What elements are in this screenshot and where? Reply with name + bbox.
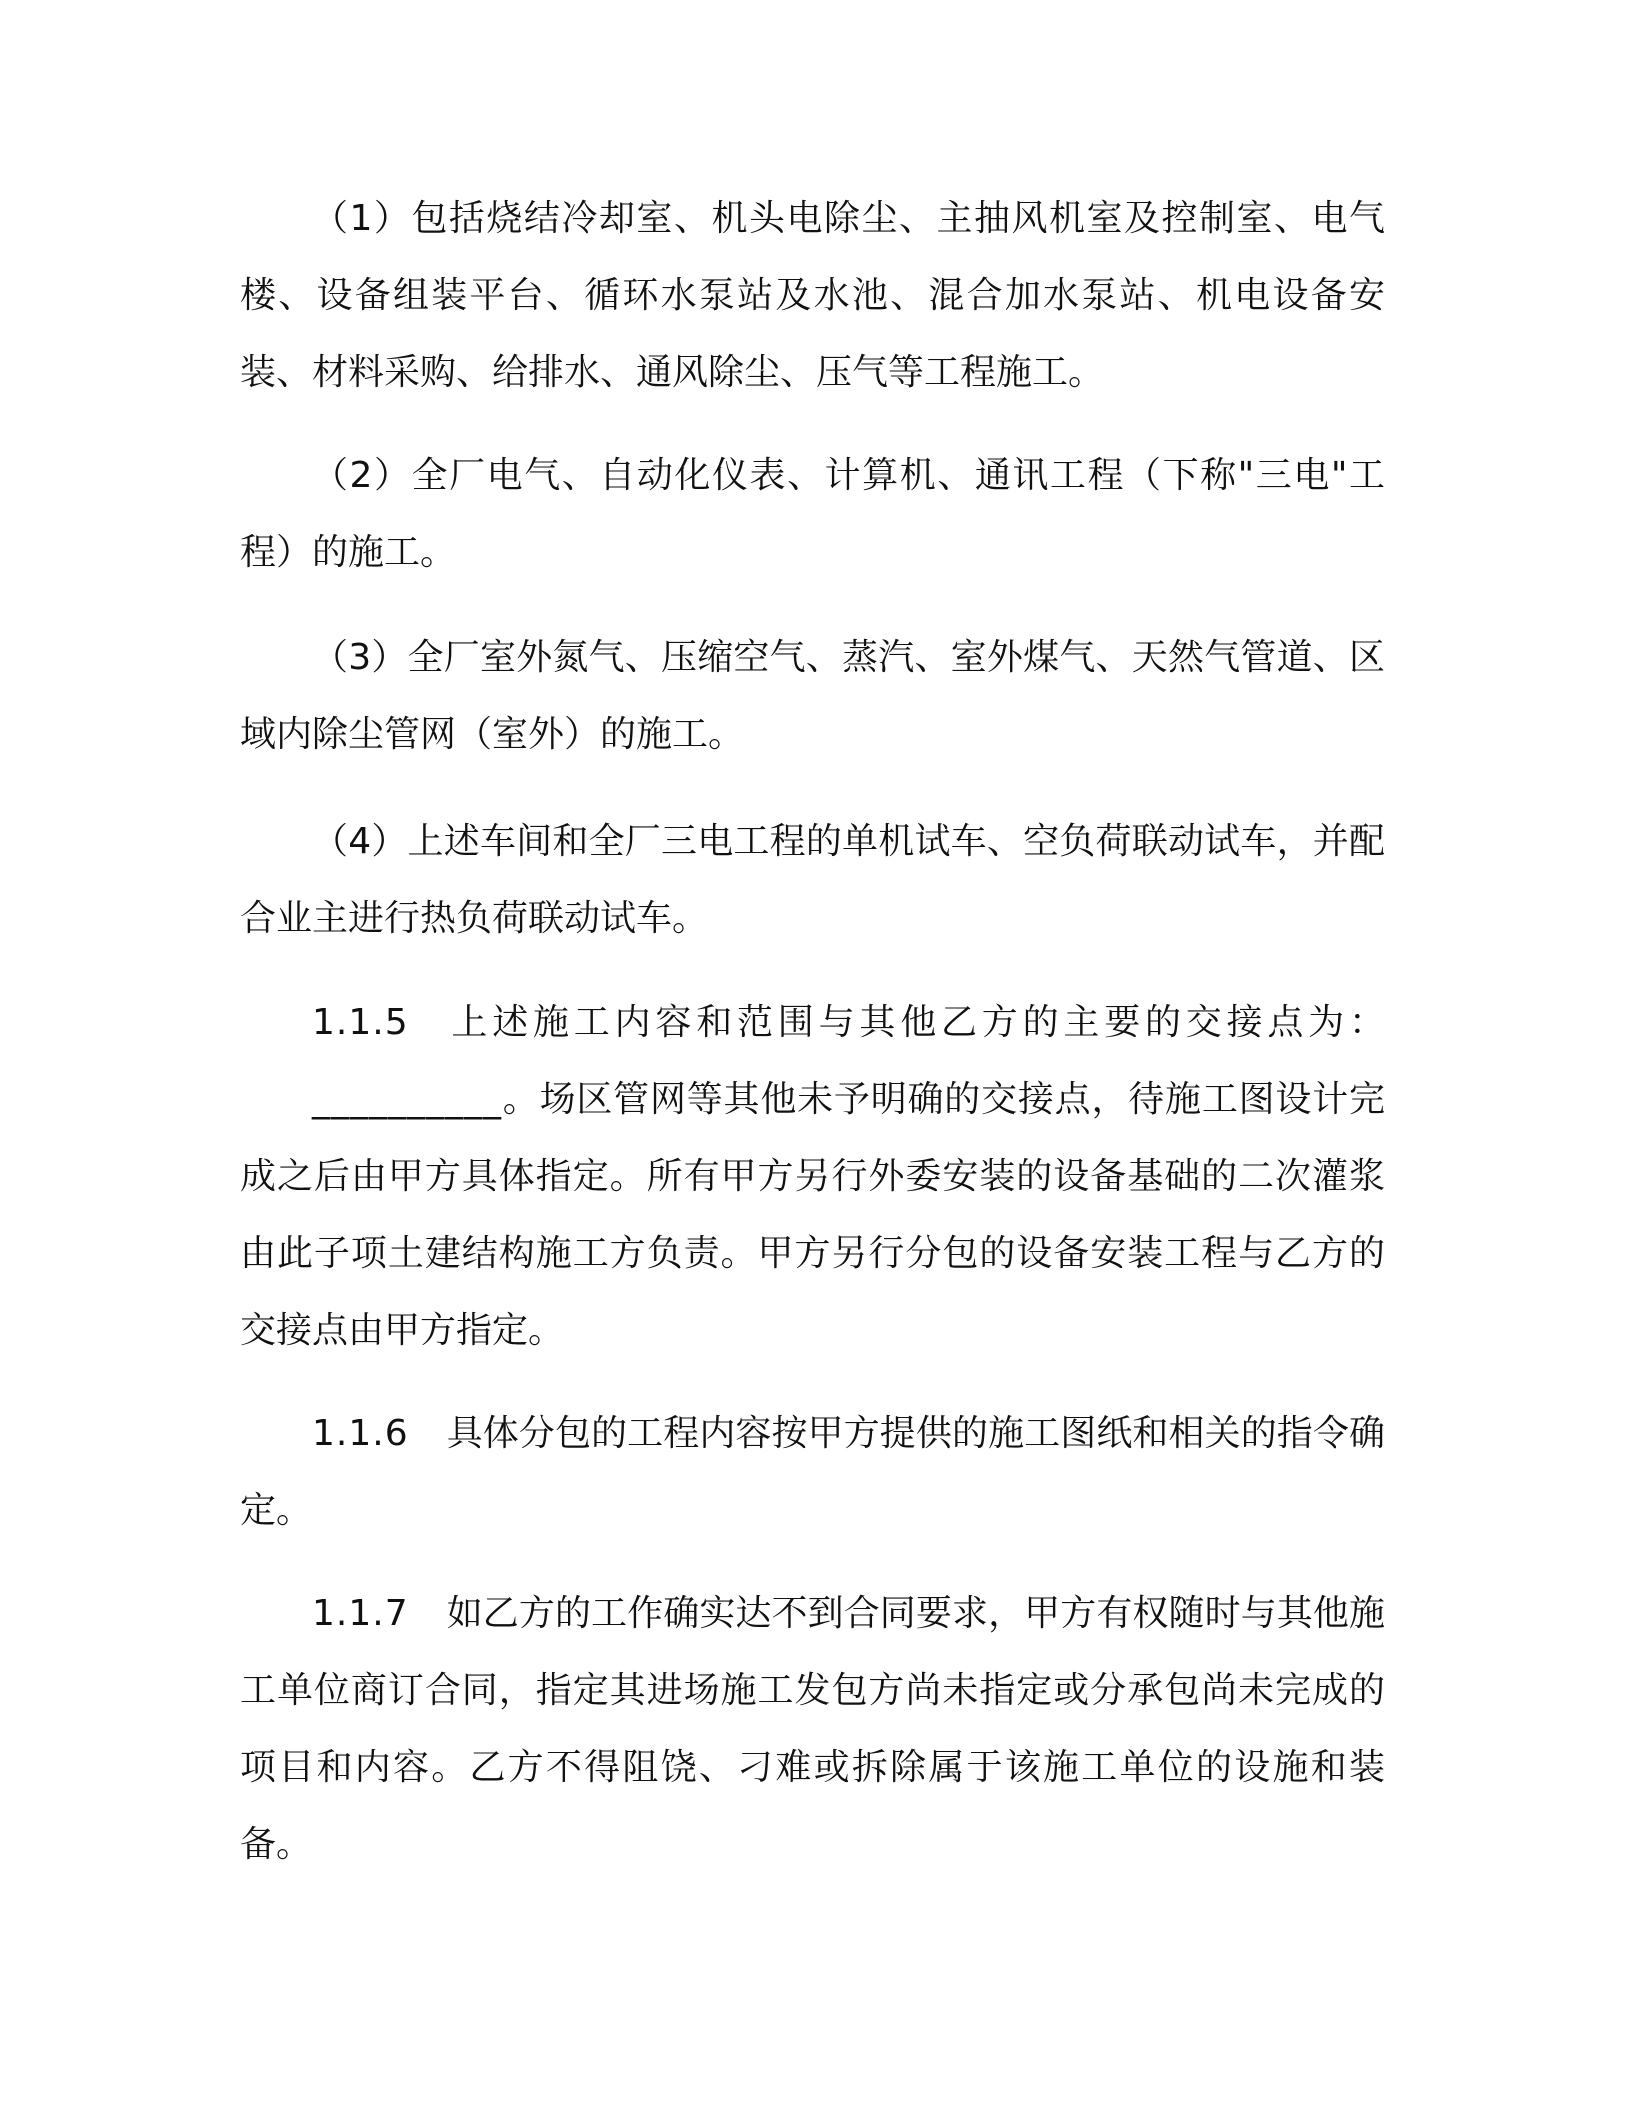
document-body <box>240 180 1385 1909</box>
clause-1-1-5-paragraph <box>240 984 1385 1369</box>
clause-1-1-6-text: 具体分包的工程内容按甲方提供的施工图纸和相关的指令确定。 <box>240 1413 1385 1531</box>
clause-1-1-5-blank: __________ <box>312 1079 502 1120</box>
item-1-paragraph: （1）包括烧结冷却室、机头电除尘、主抽风机室及控制室、电气楼、设备组装平台、循环水泵站及水池、混合加水泵站、机电设备安装、材料采购、给排水、通风除尘、压气等工程施工。 <box>240 198 1385 393</box>
clause-1-1-7-text: 如乙方的工作确实达不到合同要求，甲方有权随时与其他施工单位商订合同，指定其进场施工发包方尚未指定或分承包尚未完成的项目和内容。乙方不得阻饶、刁难或拆除属于该施工单位的设施和装备。 <box>240 1593 1385 1865</box>
clause-1-1-6-number: 1.1.6 <box>312 1413 409 1454</box>
clause-1-1-7-number: 1.1.7 <box>312 1593 409 1634</box>
item-3-paragraph: （3）全厂室外氮气、压缩空气、蒸汽、室外煤气、天然气管道、区域内除尘管网（室外）的施工。 <box>240 637 1385 755</box>
clause-1-1-7-paragraph <box>240 1575 1385 1883</box>
clause-1-1-6-paragraph <box>240 1395 1385 1549</box>
clause-1-1-5-rest: 。场区管网等其他未予明确的交接点，待施工图设计完成之后由甲方具体指定。所有甲方另行外委安装的设备基础的二次灌浆由此子项土建结构施工方负责。甲方另行分包的设备安装工程与乙方的交接点由甲方指定。 <box>240 1079 1385 1351</box>
item-4-paragraph: （4）上述车间和全厂三电工程的单机试车、空负荷联动试车，并配合业主进行热负荷联动试车。 <box>240 821 1385 939</box>
clause-1-1-5-number: 1.1.5 <box>312 1002 409 1043</box>
clause-1-1-5-lead: 上述施工内容和范围与其他乙方的主要的交接点为： <box>446 1002 1385 1043</box>
item-2-paragraph: （2）全厂电气、自动化仪表、计算机、通讯工程（下称"三电"工程）的施工。 <box>240 455 1385 573</box>
